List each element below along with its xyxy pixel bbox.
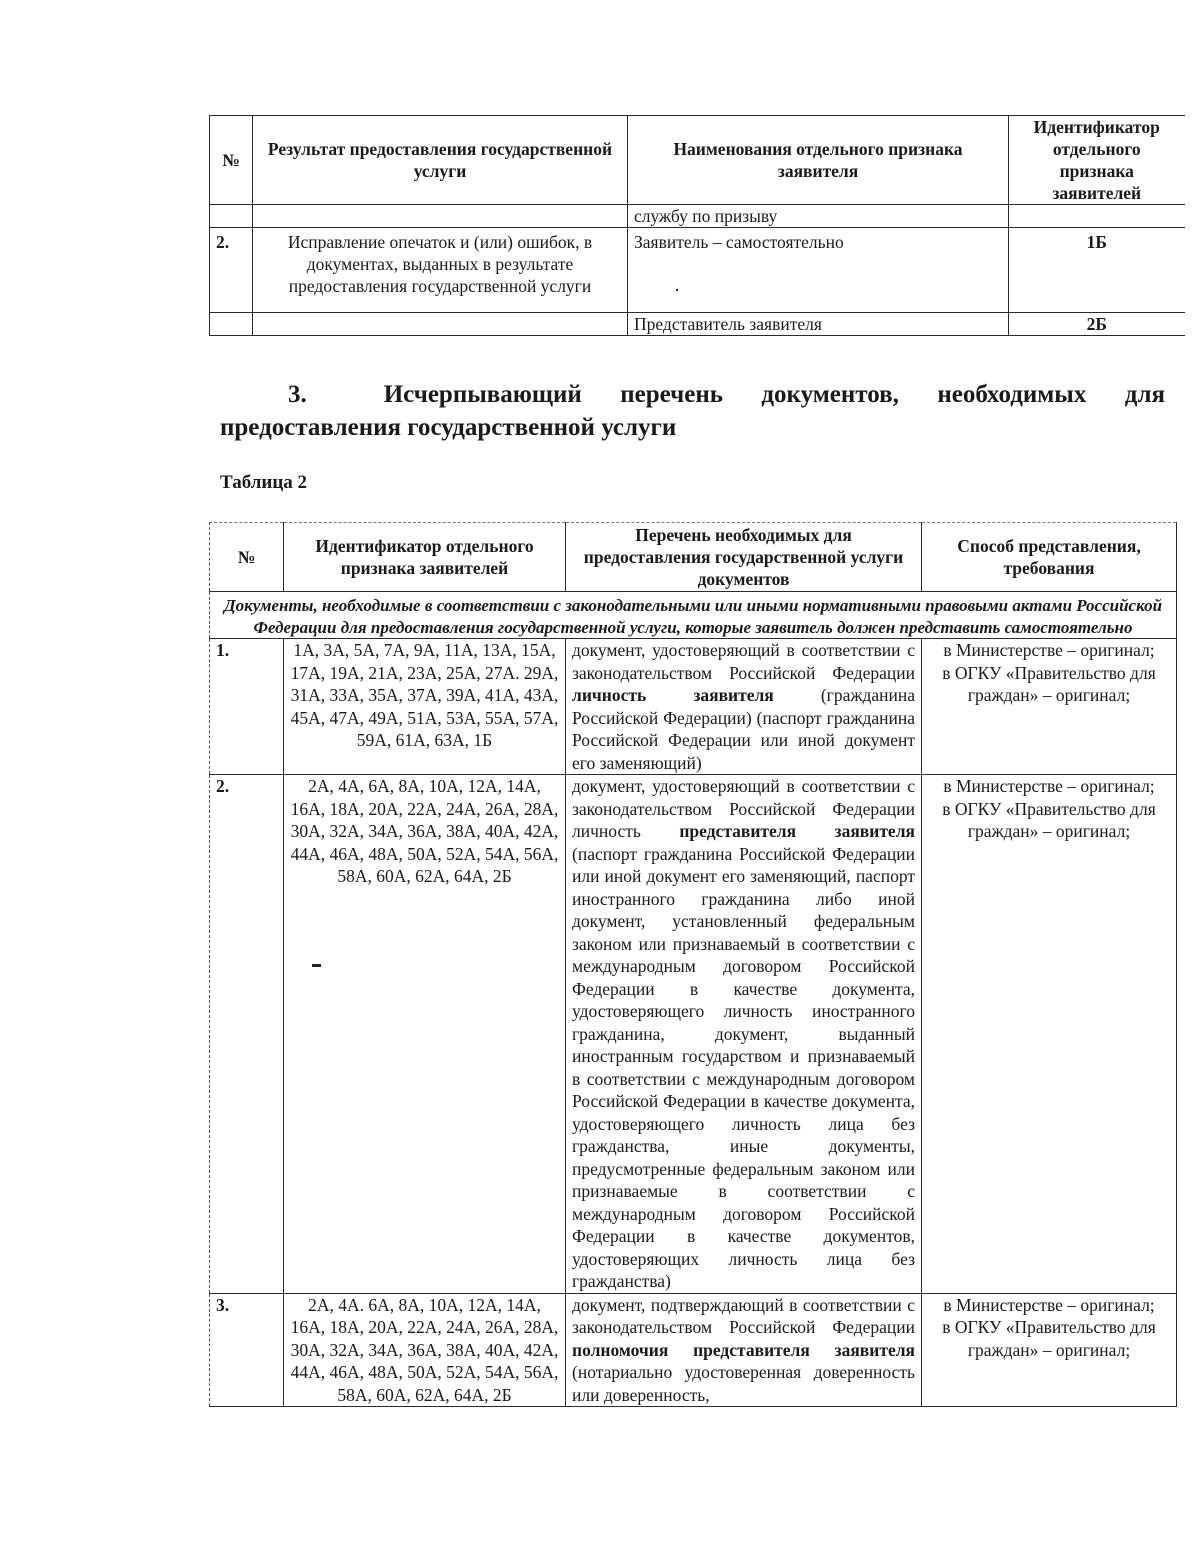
row-identifier: 2Б	[1009, 313, 1185, 336]
row-document: документ, подтверждающий в соответствии с законодательством Российской Федерации полномочия представителя заявителя (нотариально удостоверенная доверенность или доверенность,	[566, 1293, 922, 1407]
continuation-text: службу по призыву	[628, 205, 1009, 228]
row-document: документ, удостоверяющий в соответствии с законодательством Российской Федерации личность заявителя (гражданина Российской Федерации) (паспорт гражданина Российской Федерации или иной документ его заменяющий)	[566, 639, 922, 775]
row-ids: 2А, 4А, 6А, 8А, 10А, 12А, 14А, 16А, 18А, 20А, 22А, 24А, 26А, 28А, 30А, 32А, 34А, 36А, 38А, 40А, 42А, 44А, 46А, 48А, 50А, 52А, 54А, 56А, 58А, 60А, 62А, 64А, 2Б	[284, 775, 566, 1294]
row-num: 3.	[210, 1293, 284, 1407]
section-row	[210, 592, 1177, 639]
scan-mark	[312, 964, 321, 967]
section-title-line2: предоставления государственной услуги	[220, 414, 677, 441]
table-row	[210, 205, 1185, 228]
table-row	[210, 775, 1177, 1294]
header-identifier: Идентификатор отдельного признака заявителей	[1009, 116, 1185, 205]
table-row	[210, 639, 1177, 775]
header-num: №	[210, 523, 284, 592]
table-row	[210, 228, 1185, 313]
row-result: Исправление опечаток и (или) ошибок, в документах, выданных в результате предоставления государственной услуги	[253, 228, 628, 313]
header-num: №	[210, 116, 253, 205]
table-row	[210, 313, 1185, 336]
row-feature: Представитель заявителя	[628, 313, 1009, 336]
row-identifier: 1Б	[1009, 228, 1185, 313]
documents-table	[209, 522, 1177, 1407]
header-feature: Наименования отдельного признака заявителя	[628, 116, 1009, 205]
table-row	[210, 1293, 1177, 1407]
header-documents: Перечень необходимых для предоставления государственной услуги документов	[566, 523, 922, 592]
row-ids: 1А, 3А, 5А, 7А, 9А, 11А, 13А, 15А, 17А, 19А, 21А, 23А, 25А, 27А. 29А, 31А, 33А, 35А, 37А, 39А, 41А, 43А, 45А, 47А, 49А, 51А, 53А, 55А, 57А, 59А, 61А, 63А, 1Б	[284, 639, 566, 775]
row-ids: 2А, 4А. 6А, 8А, 10А, 12А, 14А, 16А, 18А, 20А, 22А, 24А, 26А, 28А, 30А, 32А, 34А, 36А, 38А, 40А, 42А, 44А, 46А, 48А, 50А, 52А, 54А, 56А, 58А, 60А, 62А, 64А, 2Б	[284, 1293, 566, 1407]
header-identifier: Идентификатор отдельного признака заявителей	[284, 523, 566, 592]
header-result: Результат предоставления государственной услуги	[253, 116, 628, 205]
row-feature: Заявитель – самостоятельно	[628, 228, 1009, 313]
section-title-line1: 3. Исчерпывающий перечень документов, необходимых для	[288, 381, 1165, 408]
table-caption: Таблица 2	[220, 472, 308, 493]
results-table	[209, 115, 1185, 336]
row-method: в Министерстве – оригинал; в ОГКУ «Правительство для граждан» – оригинал;	[922, 639, 1177, 775]
table-header-row	[210, 116, 1185, 205]
scan-mark	[676, 289, 678, 291]
header-method: Способ представления, требования	[922, 523, 1177, 592]
section-row-text: Документы, необходимые в соответствии с законодательными или иными нормативными правовыми актами Российской Федерации для предоставления государственной услуги, которые заявитель должен представить самостоятельно	[210, 592, 1177, 639]
section-number: 3.	[288, 381, 307, 408]
row-document: документ, удостоверяющий в соответствии с законодательством Российской Федерации личность представителя заявителя (паспорт гражданина Российской Федерации или иной документ его заменяющий, паспорт иностранного гражданина либо иной документ, установленный федеральным законом или признаваемый в соответствии с международным договором Российской Федерации в качестве документа, удостоверяющего личность иностранного гражданина, документ, выданный иностранным государством и признаваемый в соответствии с международным договором Российской Федерации в качестве документа, удостоверяющего личность лица без гражданства, иные документы, предусмотренные федеральным законом или признаваемые в соответствии с международным договором Российской Федерации в качестве документов, удостоверяющих личность лица без гражданства)	[566, 775, 922, 1294]
row-num: 2.	[210, 228, 253, 313]
section-title	[220, 378, 1165, 444]
row-num: 1.	[210, 639, 284, 775]
row-num: 2.	[210, 775, 284, 1294]
row-method: в Министерстве – оригинал; в ОГКУ «Правительство для граждан» – оригинал;	[922, 775, 1177, 1294]
row-method: в Министерстве – оригинал; в ОГКУ «Правительство для граждан» – оригинал;	[922, 1293, 1177, 1407]
table-header-row	[210, 523, 1177, 592]
